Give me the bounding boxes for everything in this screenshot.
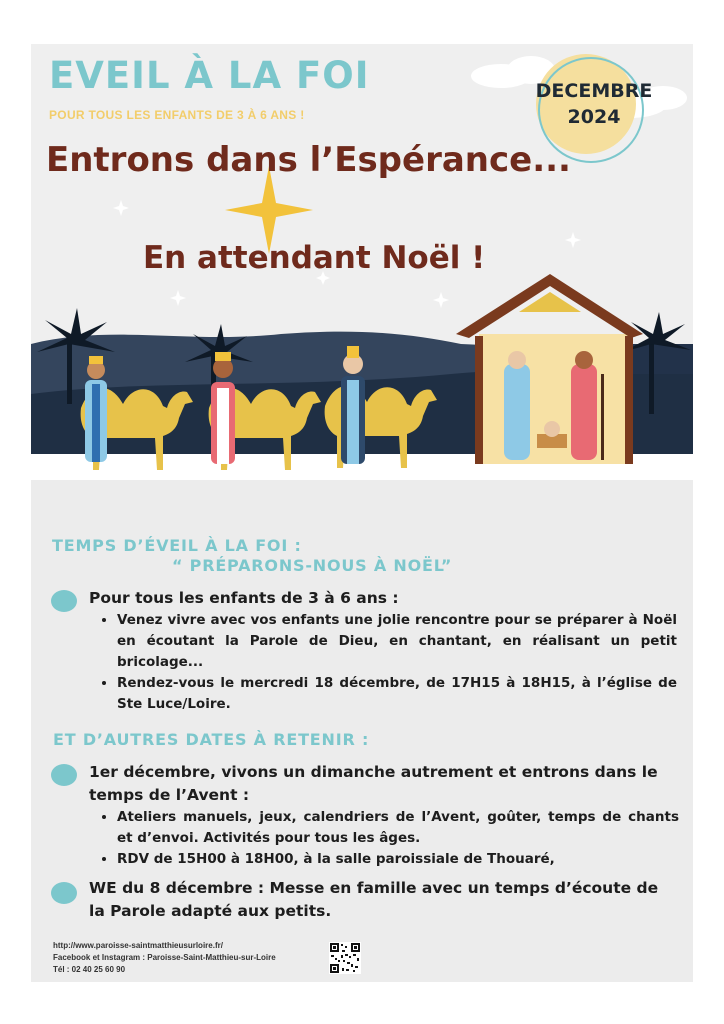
stable-icon [456,274,643,464]
section2-item1-lead: 1er décembre, vivons un dimanche autrement et entrons dans le temps de l’Avent : [89,763,658,804]
section1-title-line2: “ PRÉPARONS-NOUS À NOËL” [172,556,453,575]
website-link[interactable]: http://www.paroisse-saintmatthieusurloire.fr/ [53,941,223,950]
wise-man-icon [341,346,365,464]
age-subtitle: POUR TOUS LES ENFANTS DE 3 À 6 ANS ! [49,108,305,122]
bullet-dot [51,764,77,786]
page-title: EVEIL À LA FOI [49,54,370,97]
section1-bullets [99,610,677,715]
qr-code-icon[interactable] [329,942,361,974]
social-text: Facebook et Instagram : Paroisse-Saint-Matthieu-sur-Loire [53,953,276,962]
footer [53,940,276,976]
list-item: • RDV de 15H00 à 18H00, à la salle paroissiale de Thouaré, [117,849,679,870]
poster [31,44,693,982]
hero-illustration [31,44,693,480]
date-badge [519,78,669,130]
section1-lead: Pour tous les enfants de 3 à 6 ans : [89,589,399,607]
bullet-dot [51,590,77,612]
headline: Entrons dans l’Espérance... [46,140,571,180]
wise-man-icon [211,352,235,464]
wise-man-icon [85,356,107,462]
bullet-dot [51,882,77,904]
list-item: • Ateliers manuels, jeux, calendriers de l’Avent, goûter, temps de chants et d’envoi. Activités pour tous les âges. [117,807,679,849]
section2-title: ET D’AUTRES DATES À RETENIR : [53,730,370,749]
list-item: • Venez vivre avec vos enfants une jolie rencontre pour se préparer à Noël en écoutant la Parole de Dieu, en chantant, en réalisant un petit bricolage... [117,610,677,673]
phone-text: Tél : 02 40 25 60 90 [53,965,126,974]
list-item: • Rendez-vous le mercredi 18 décembre, de 17H15 à 18H15, à l’église de Ste Luce/Loire. [117,673,677,715]
date-month: DECEMBRE [535,80,653,102]
date-year: 2024 [567,106,621,128]
section1-title-line1: TEMPS D’ÉVEIL À LA FOI : [52,536,302,555]
headline-secondary: En attendant Noël ! [143,240,486,276]
section2-item2-lead: WE du 8 décembre : Messe en famille avec un temps d’écoute de la Parole adapté aux petits. [89,879,659,920]
section2-item1-bullets [99,807,679,870]
